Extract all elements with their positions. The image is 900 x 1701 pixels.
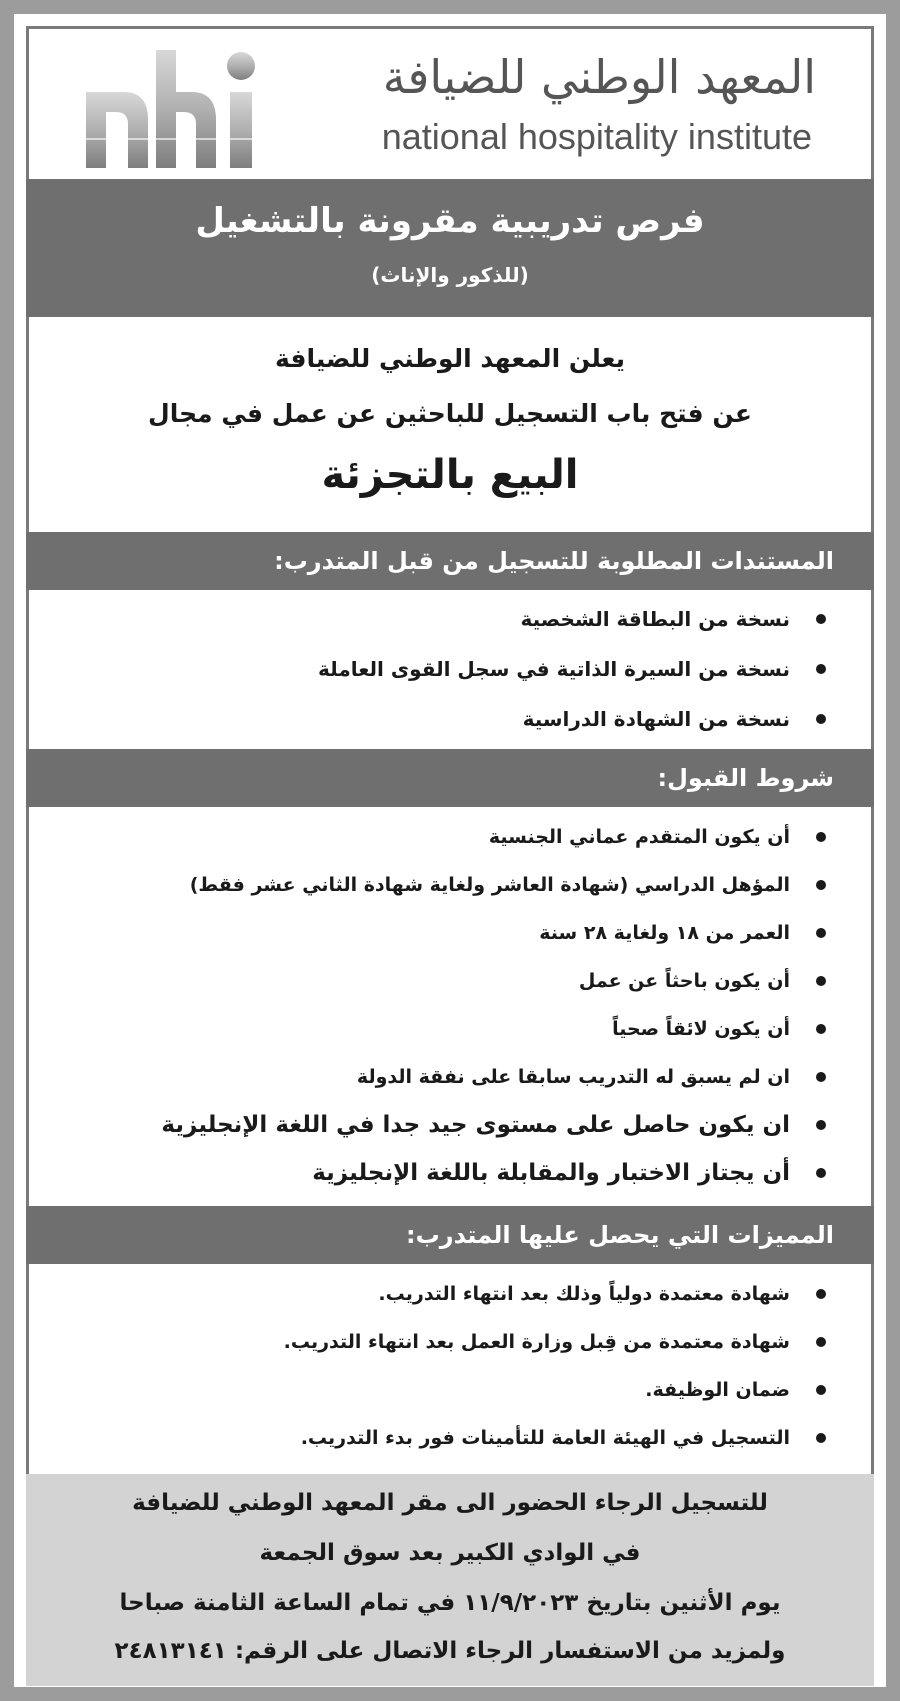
list-item: نسخة من البطاقة الشخصية	[54, 604, 826, 654]
banner-title: فرص تدريبية مقرونة بالتشغيل	[195, 201, 705, 241]
list-item: نسخة من السيرة الذاتية في سجل القوى العاملة	[54, 654, 826, 704]
list-item: أن يكون لائقاً صحياً	[54, 1014, 826, 1062]
benefits-list	[54, 1279, 826, 1471]
list-item: أن يجتاز الاختبار والمقابلة باللغة الإنجليزية	[54, 1158, 826, 1206]
intro-line-2: عن فتح باب التسجيل للباحثين عن عمل في مجال	[148, 399, 752, 428]
title-banner	[26, 179, 874, 317]
nhi-logo-mark	[84, 40, 274, 170]
list-item: شهادة معتمدة من قِبل وزارة العمل بعد انتهاء التدريب.	[54, 1327, 826, 1375]
banner-subtitle: (للذكور والإناث)	[371, 263, 529, 287]
intro-field: البيع بالتجزئة	[321, 452, 579, 498]
documents-heading: المستندات المطلوبة للتسجيل من قبل المتدرب:	[26, 532, 874, 590]
benefits-heading: المميزات التي يحصل عليها المتدرب:	[26, 1206, 874, 1264]
footer-line-2: في الوادي الكبير بعد سوق الجمعة	[259, 1540, 641, 1566]
list-item: ان يكون حاصل على مستوى جيد جدا في اللغة الإنجليزية	[54, 1110, 826, 1158]
list-item: العمر من ١٨ ولغاية ٢٨ سنة	[54, 918, 826, 966]
logo-area	[36, 30, 864, 178]
registration-footer	[26, 1474, 874, 1686]
conditions-heading: شروط القبول:	[26, 749, 874, 807]
list-item: ان لم يسبق له التدريب سابقا على نفقة الدولة	[54, 1062, 826, 1110]
documents-list	[54, 604, 826, 754]
list-item: التسجيل في الهيئة العامة للتأمينات فور بدء التدريب.	[54, 1423, 826, 1471]
list-item: أن يكون المتقدم عماني الجنسية	[54, 822, 826, 870]
footer-line-1: للتسجيل الرجاء الحضور الى مقر المعهد الوطني للضيافة	[132, 1490, 768, 1516]
intro-line-1: يعلن المعهد الوطني للضيافة	[274, 344, 626, 373]
logo-english-name: national hospitality institute	[381, 116, 812, 157]
list-item: نسخة من الشهادة الدراسية	[54, 704, 826, 754]
list-item: شهادة معتمدة دولياً وذلك بعد انتهاء التدريب.	[54, 1279, 826, 1327]
list-item: المؤهل الدراسي (شهادة العاشر ولغاية شهادة الثاني عشر فقط)	[54, 870, 826, 918]
logo-arabic-name: المعهد الوطني للضيافة	[382, 50, 816, 104]
conditions-list	[54, 822, 826, 1206]
list-item: ضمان الوظيفة.	[54, 1375, 826, 1423]
footer-line-3: يوم الأثنين بتاريخ ١١/٩/٢٠٢٣ في تمام الساعة الثامنة صباحا	[119, 1590, 781, 1616]
list-item: أن يكون باحثاً عن عمل	[54, 966, 826, 1014]
footer-line-4: ولمزيد من الاستفسار الرجاء الاتصال على الرقم: ٢٤٨١٣١٤١	[114, 1638, 786, 1664]
